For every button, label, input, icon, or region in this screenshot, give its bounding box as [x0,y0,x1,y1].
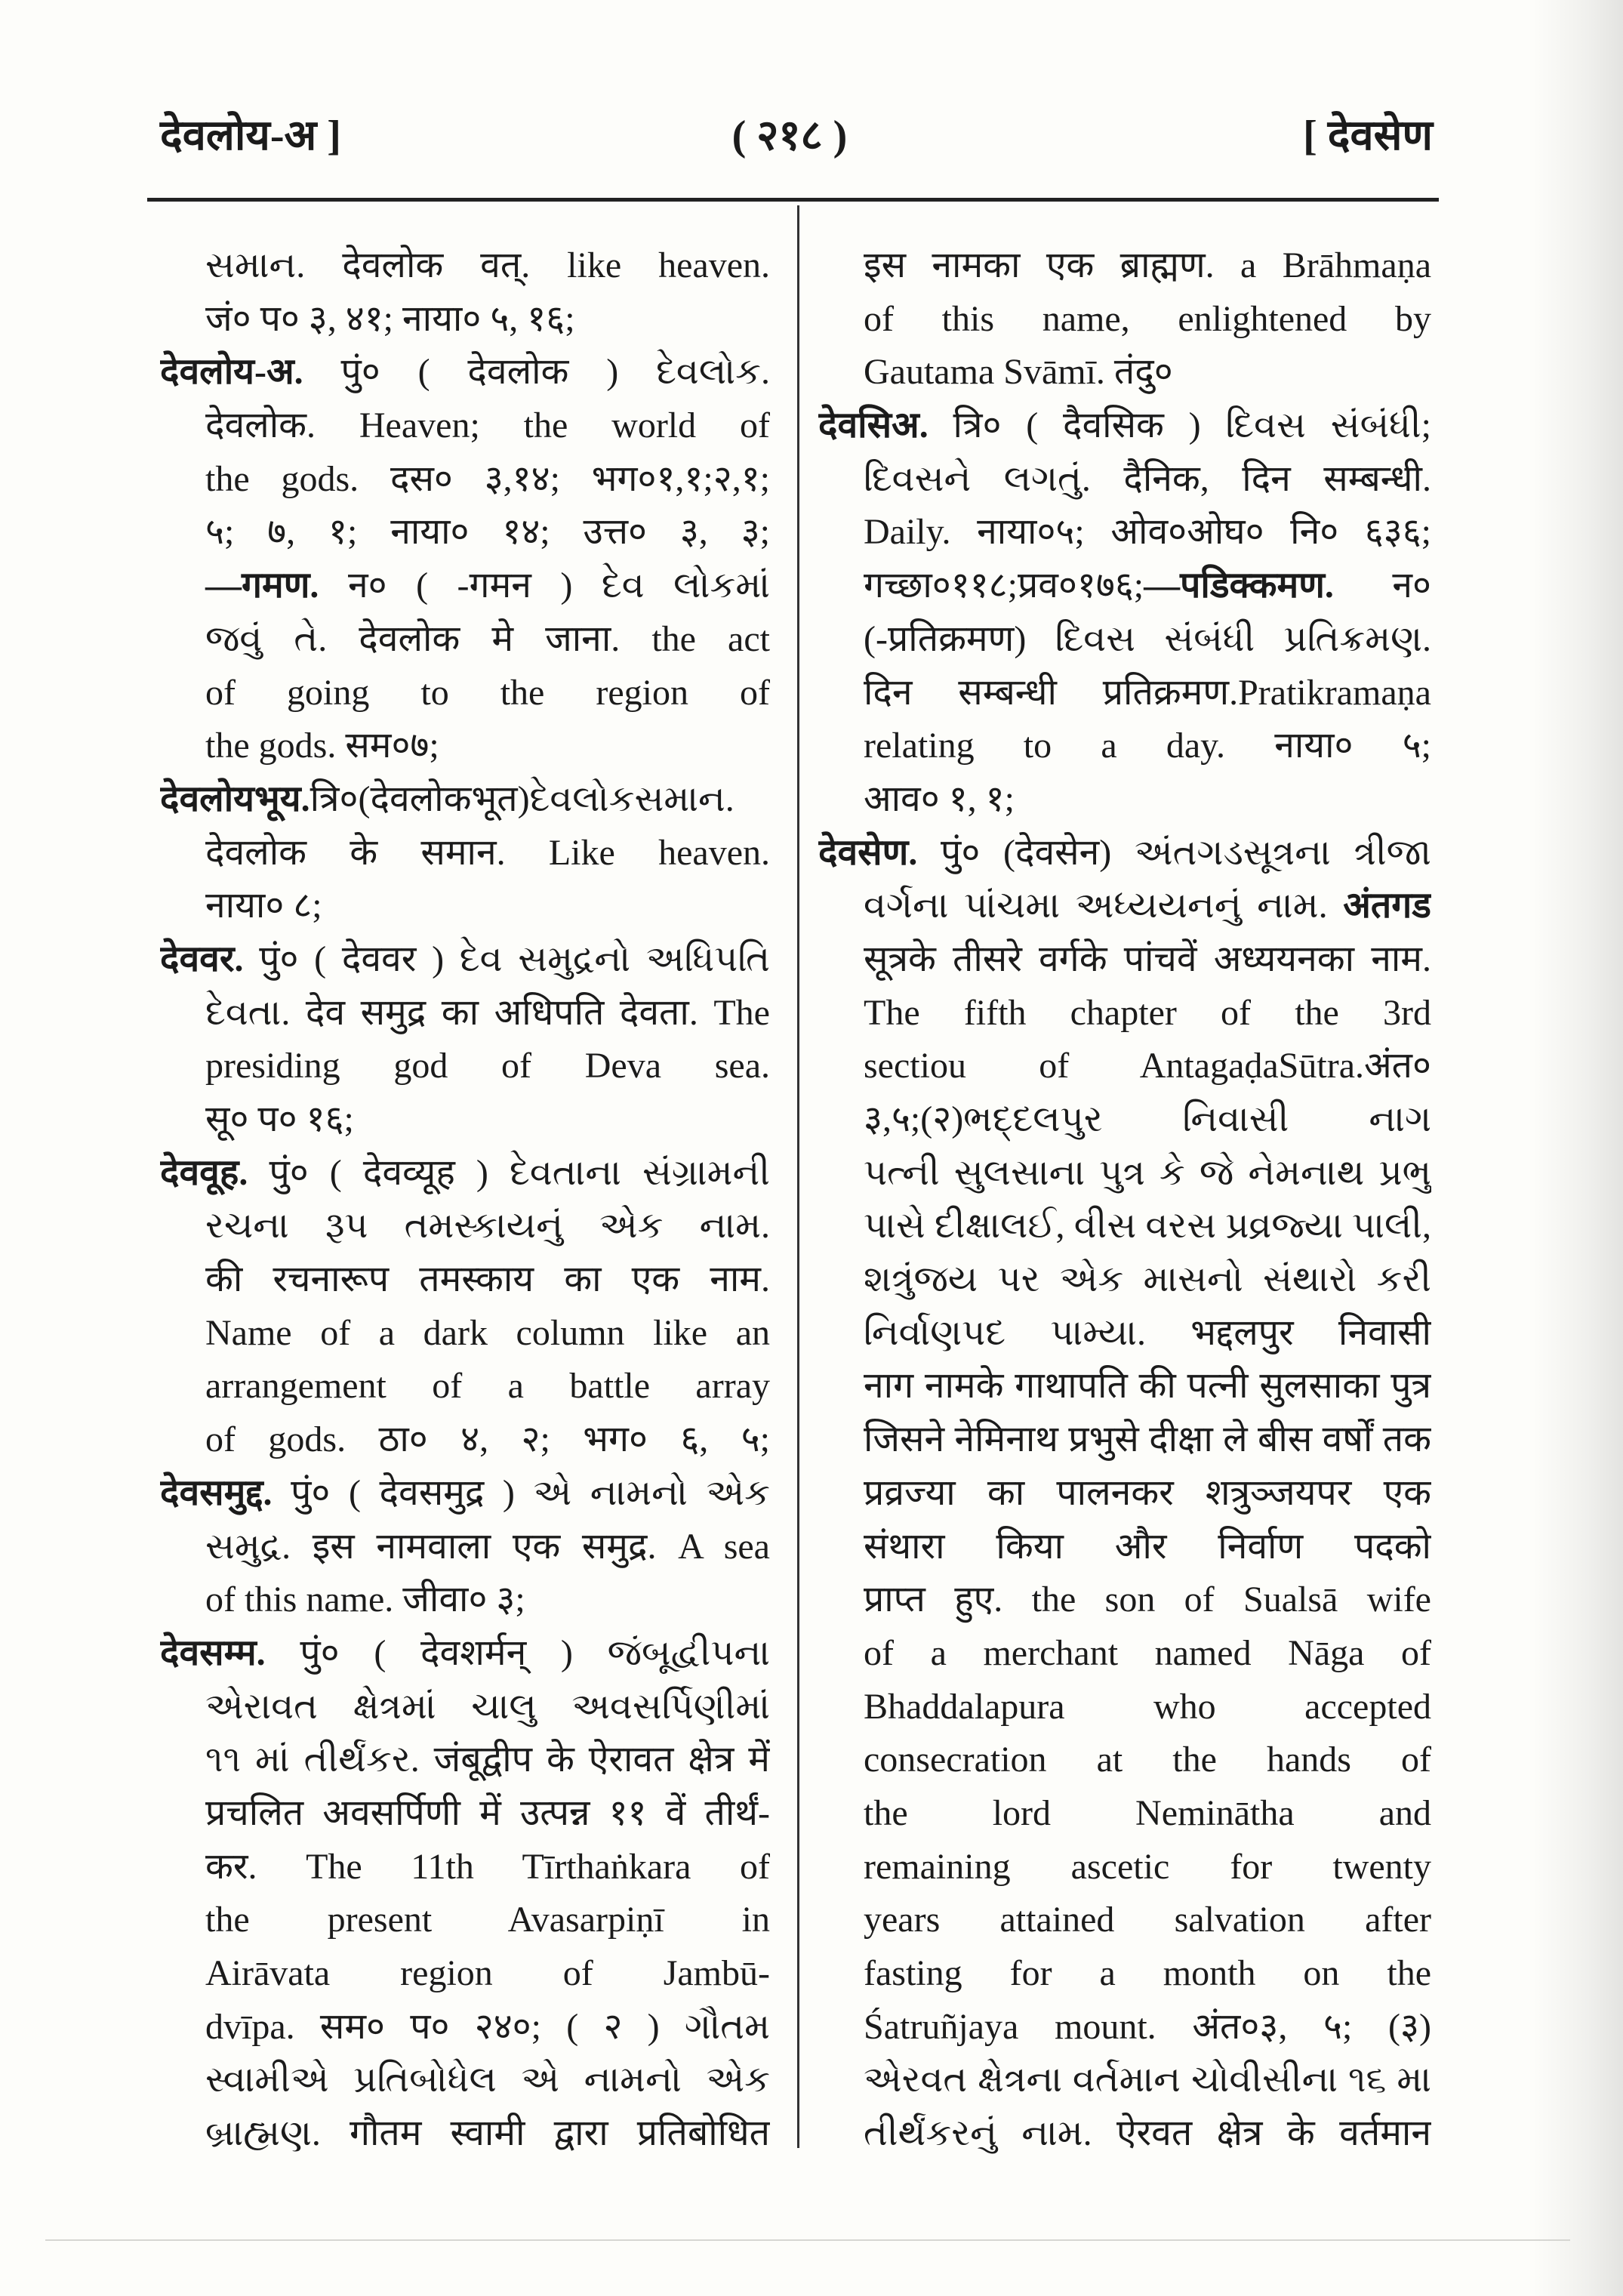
page-number: ( २१८ ) [731,112,848,159]
line-text: એરાવત ક્ષેત્રમાં ચાલુ અવસર્પિણીમાં [205,1686,770,1727]
line-text: पुं० ( देवलोक ) દેવલોક. [303,352,770,393]
entry-headword: देववूह. [160,1152,248,1193]
subentry-headword: —पडिक्कमण. [1144,566,1334,606]
line-text: એરવત ક્ષેત્રના વર્તમાન ચોવીસીના ૧૬ મા [864,2060,1431,2100]
dictionary-line [818,2054,1431,2107]
line-text: જવું તે. देवलोक मे जाना. the act [205,618,770,659]
line-text: તીર્થંકરનું નામ. ऐरवत क्षेत्र के वर्तमान [864,2113,1431,2154]
line-text: न० ( -गमन ) દેવ લોકમાં [319,566,770,606]
line-text: presiding god of Deva sea. [205,1046,770,1086]
subentry-line [160,559,770,613]
line-text: (-प्रतिक्रमण) દિવસ સંબંધી પ્રતિક્રમણ. [864,618,1431,659]
line-text: सूत्रके तीसरे वर्गके पांचवें अध्ययनका नाम. [864,938,1431,979]
line-text: जं० प० ३, ४१; नाया० ५, १६; [205,298,575,339]
line-text: ३,५;(२)ભદ્દલપુર નિવાસી નાગ [864,1099,1431,1139]
line-text: Name of a dark column like an [205,1312,770,1353]
dictionary-line [160,880,770,933]
dictionary-line [160,1040,770,1093]
line-text: The fifth chapter of the 3rd [864,992,1431,1033]
dictionary-line [818,987,1431,1040]
dictionary-line [818,453,1431,507]
line-text: fasting for a month on the [864,1953,1431,1993]
line-text: पुं० ( देववर ) દેવ સમુદ્રનો અધિપતિ [243,938,770,979]
dictionary-line [818,1093,1431,1147]
dictionary-line [818,1787,1431,1841]
line-text: ५; ७, १; नाया० १४; उत्त० ३, ३; [205,512,770,553]
line-text: dvīpa. सम० प० २४०; ( २ ) ગૌતમ [205,2006,770,2047]
dictionary-line [160,827,770,880]
running-head-right: [ देवसेण [1303,112,1433,159]
dictionary-line [818,1681,1431,1734]
dictionary-line [818,720,1431,773]
dictionary-line [818,1040,1431,1093]
line-text: Bhaddalapura who accepted [864,1686,1431,1727]
line-text: બ્રાહ્મણ. गौतम स्वामी द्वारा प्रतिबोधित [205,2113,770,2154]
dictionary-line [818,1521,1431,1574]
entry-headword-line [818,827,1431,880]
line-text: Śatruñjaya mount. अंत०३, ५; (३) [864,2006,1431,2047]
entry-headword: देवलोय-अ. [160,352,303,393]
dictionary-line [818,933,1431,987]
line-text: दिन सम्बन्धी प्रतिक्रमण.Pratikramaṇa [864,672,1431,713]
dictionary-line [818,1147,1431,1200]
entry-headword-line [160,1147,770,1200]
line-text: the present Avasarpiṇī in [205,1900,770,1940]
scan-edge-shadow [1532,0,1623,2296]
dictionary-line [818,773,1431,827]
line-text: Gautama Svāmī. तंदु० [864,352,1173,393]
dictionary-line [818,1573,1431,1627]
entry-headword-line [160,346,770,399]
line-text: the gods. सम०७; [205,726,439,766]
line-text: સ્વામીએ પ્રતિબોધેલ એ નામનો એક [205,2060,770,2100]
line-text: जिसने नेमिनाथ प्रभुसे दीक्षा ले बीस वर्षों तक [864,1419,1431,1460]
entry-headword-line [160,933,770,987]
dictionary-line [818,1734,1431,1787]
line-text: of going to the region of [205,672,770,713]
dictionary-line [160,667,770,720]
dictionary-line [818,1841,1431,1894]
line-text: न० [1333,566,1431,606]
dictionary-line [160,239,770,293]
entry-headword: देवसेण. [818,832,918,873]
line-text: the gods. दस० ३,१४; भग०१,१;२,१; [205,458,770,499]
dictionary-line [160,1413,770,1467]
line-text: Airāvata region of Jambū- [205,1953,770,1993]
left-column [160,239,770,2161]
line-text: રચના રૂપ તમસ્કાયનું એક નામ. [205,1206,770,1247]
dictionary-line [818,1360,1431,1413]
entry-headword-line [818,399,1431,453]
line-text: Daily. नाया०५; ओव०ओघ० नि० ६३६; [864,512,1431,553]
line-text: प्राप्त हुए. the son of Sualsā wife [864,1579,1431,1620]
dictionary-line [160,399,770,453]
dictionary-line [160,453,770,507]
dictionary-line [160,293,770,347]
line-text: relating to a day. नाया० ५; [864,726,1431,766]
line-text: the lord Neminātha and [864,1792,1431,1833]
line-text: सू० प० १६; [205,1099,354,1139]
line-text: of this name, enlightened by [864,298,1431,339]
dictionary-line [160,506,770,559]
dictionary-line [160,1360,770,1413]
entry-headword: देवसम्म. [160,1632,266,1673]
dictionary-line [160,1787,770,1841]
dictionary-line [818,1200,1431,1253]
dictionary-line [818,239,1431,293]
line-text: देवलोक. Heaven; the world of [205,405,770,446]
line-text: त्रि० ( दैवसिक ) દિવસ સંબંધી; [928,405,1431,446]
entry-headword: देववर. [160,938,244,979]
entry-headword: देवलोयभूय. [160,778,310,819]
line-text: consecration at the hands of [864,1740,1431,1780]
dictionary-line [160,1841,770,1894]
line-text: इस नामका एक ब्राह्मण. a Brāhmaṇa [864,245,1431,285]
line-text: સમાન. देवलोक वत्. like heaven. [205,245,770,285]
line-text: संथारा किया और निर्वाण पदको [864,1526,1431,1567]
dictionary-line [160,1573,770,1627]
line-text: પત્ની સુલસાના પુત્ર કે જે નેમનાથ પ્રભુ [864,1152,1431,1193]
line-text: नाग नामके गाथापति की पत्नी सुलसाका पुत्र [864,1366,1431,1407]
line-text: की रचनारूप तमस्काय का एक नाम. [205,1259,770,1300]
dictionary-line [818,880,1431,933]
line-text: years attained salvation after [864,1900,1431,1940]
dictionary-line [160,1947,770,2001]
dictionary-line [818,613,1431,667]
line-text: of gods. ठा० ४, २; भग० ६, ५; [205,1419,770,1460]
line-text: पुं० ( देवशर्मन् ) જંબૂદ્વીપના [265,1632,770,1673]
dictionary-line [160,1307,770,1361]
line-text: of this name. जीवा० ३; [205,1579,525,1620]
line-text: remaining ascetic for twenty [864,1846,1431,1887]
entry-headword: देवसमुद्द. [160,1472,273,1513]
line-text: त्रि०(देवलोकभूत)દેવલોકસમાન. [310,778,735,819]
dictionary-line [160,2107,770,2161]
line-text: arrangement of a battle array [205,1366,770,1407]
dictionary-line [818,1307,1431,1361]
dictionary-line [160,1200,770,1253]
header-rule [147,198,1439,202]
line-text: દિવસને લગતું. दैनिक, दिन सम्बन्धी. [864,458,1431,499]
subentry-headword: —गमण. [205,566,319,606]
line-text: देवलोक के समान. Like heaven. [205,832,770,873]
line-text: sectiou of AntagaḍaSūtra.अंत० [864,1046,1431,1086]
dictionary-line [160,1521,770,1574]
line-text: નિર્વાણપદ પામ્યા. भद्दलपुर निवासी [864,1312,1431,1353]
line-text: प्रव्रज्या का पालनकर शत्रुञ्जयपर एक [864,1472,1431,1513]
entry-headword-line [160,1467,770,1521]
entry-headword-line [160,1627,770,1681]
dictionary-line [818,1627,1431,1681]
line-text: गच्छा०११८;प्रव०१७६; [864,566,1144,606]
line-text: સમુદ્ર. इस नामवाला एक समुद्र. A sea [205,1526,770,1567]
dictionary-line [160,2054,770,2107]
dictionary-line [160,1681,770,1734]
bottom-scan-line [45,2239,1570,2241]
line-text: नाया० ८; [205,886,322,926]
dictionary-line [818,667,1431,720]
dictionary-line [160,1253,770,1307]
line-text: દેવતા. देव समुद्र का अधिपति देवता. The [205,992,770,1033]
line-text: શત્રુંજય પર એક માસનો સંથારો કરી [864,1259,1431,1300]
dictionary-line [818,2001,1431,2054]
line-text: प्रचलित अवसर्पिणी में उत्पन्न ११ वें तीर्थं- [205,1792,770,1833]
dictionary-line [818,2107,1431,2161]
line-text: વર્ગના પાંચમા અધ્યયનનું નામ. [864,886,1344,926]
line-text: कर. The 11th Tīrthaṅkara of [205,1846,770,1887]
line-text: पुं० ( देवसमुद्र ) એ નામનો એક [272,1472,770,1513]
running-head-left: देवलोय-अ ] [160,112,341,159]
line-text: आव० १, १; [864,778,1015,819]
entry-headword-line [160,773,770,827]
line-text: પાસે દીક્ષાલઈ, વીસ વરસ પ્રવ્રજ્યા પાલી, [864,1206,1431,1247]
dictionary-line [818,346,1431,399]
dictionary-line [160,613,770,667]
column-divider [797,205,799,2148]
dictionary-line [818,1467,1431,1521]
dictionary-line [160,987,770,1040]
right-column [818,239,1431,2161]
dictionary-line [818,293,1431,347]
dictionary-line [160,1734,770,1787]
line-text: ૧૧ માં તીર્થંકર. जंबूद्वीप के ऐरावत क्षेत्र में [205,1740,770,1780]
dictionary-line [160,720,770,773]
dictionary-line [818,1413,1431,1467]
entry-headword: देवसिअ. [818,405,929,446]
dictionary-line [818,1253,1431,1307]
dictionary-line [818,506,1431,559]
dictionary-line [160,1894,770,1947]
dictionary-line [160,2001,770,2054]
line-text: पुं० (देवसेन) અંતગડસૂત્રના ત્રીજા [917,832,1431,873]
dictionary-line [818,1947,1431,2001]
emphasized-term: अंतगड [1343,886,1431,926]
dictionary-line [818,1894,1431,1947]
subentry-line [818,559,1431,613]
dictionary-line [160,1093,770,1147]
line-text: पुं० ( देवव्यूह ) દેવતાના સંગ્રામની [248,1152,770,1193]
line-text: of a merchant named Nāga of [864,1632,1431,1673]
